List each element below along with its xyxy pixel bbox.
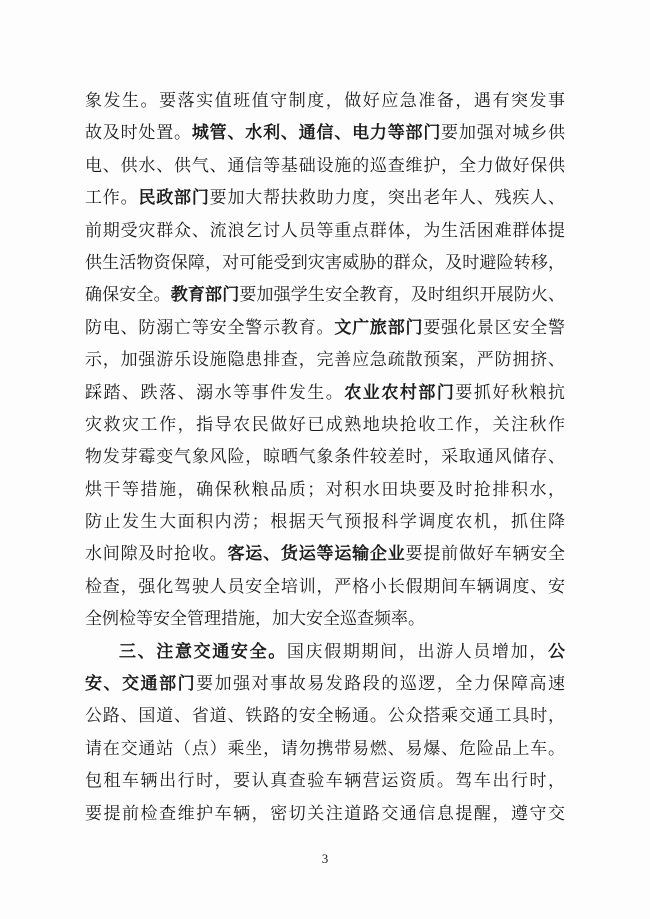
text-line [85,312,565,344]
bold-text-segment: 城管、水利、通信、电力等部门 [191,123,442,143]
text-segment: 要提前做好车辆安全 [405,544,565,564]
text-line [85,798,565,830]
text-segment: 要加强对事故易发路段的巡逻，全力保障高速 [196,674,565,694]
text-line [85,700,565,732]
text-segment: 要强化景区安全警 [423,317,565,337]
text-line [85,441,565,473]
text-segment: 要加强对城乡供 [441,123,565,143]
text-segment: 工作。 [85,188,139,208]
text-line [85,150,565,182]
text-segment: 故及时处置。 [85,123,192,143]
text-segment: 防电、防溺亡等安全警示教育。 [85,317,335,337]
text-line [85,474,565,506]
text-segment: 防止发生大面积内涝；根据天气预报科学调度农机，抓住降 [85,512,565,532]
text-line [85,377,565,409]
text-line [85,538,565,570]
bold-text-segment: 安、交通部门 [85,674,197,694]
document-body [85,85,565,830]
text-segment: 要加大帮扶救助力度，突出老年人、残疾人、 [209,188,565,208]
text-segment: 公路、国道、省道、铁路的安全畅通。公众搭乘交通工具时， [85,706,565,726]
page-number: 3 [321,851,329,866]
text-line [85,85,565,117]
text-line [85,409,565,441]
text-segment: 要加强学生安全教育，及时组织开展防火、 [239,285,565,305]
text-line [85,117,565,149]
text-line [85,247,565,279]
text-line [85,182,565,214]
text-segment: 供生活物资保障，对可能受到灾害威胁的群众，及时避险转移， [85,252,565,272]
text-segment: 请在交通站（点）乘坐，请勿携带易燃、易爆、危险品上车。 [85,738,565,758]
text-line [85,279,565,311]
text-segment: 国庆假期期间，出游人员增加， [286,641,549,661]
text-segment: 烘干等措施，确保秋粮品质；对积水田块要及时抢排积水， [85,479,565,499]
text-segment: 要提前检查维护车辆，密切关注道路交通信息提醒，遵守交 [85,803,565,823]
text-segment: 灾救灾工作，指导农民做好已成熟地块抢收工作，关注秋作 [85,414,565,434]
text-segment: 检查，强化驾驶人员安全培训，严格小长假期间车辆调度、安 [85,576,565,596]
text-segment: 全例检等安全管理措施，加大安全巡查频率。 [85,609,425,629]
text-line [85,215,565,247]
text-segment: 水间隙及时抢收。 [85,544,228,564]
text-line [85,733,565,765]
bold-text-segment: 文广旅部门 [334,317,424,337]
text-segment: 前期受灾群众、流浪乞讨人员等重点群体，为生活困难群体提 [85,220,565,240]
text-segment: 踩踏、跌落、溺水等事件发生。 [85,382,345,402]
text-segment: 物发芽霉变气象风险，晾晒气象条件较差时，采取通风储存、 [85,447,565,467]
bold-text-segment: 三、注意交通安全。 [119,641,287,661]
text-segment: 示，加强游乐设施隐患排查，完善应急疏散预案，严防拥挤、 [85,350,565,370]
bold-text-segment: 教育部门 [170,285,240,305]
text-segment: 包租车辆出行时，要认真查验车辆营运资质。驾车出行时， [85,771,565,791]
text-segment: 要抓好秋粮抗 [455,382,565,402]
text-line [85,636,565,668]
bold-text-segment: 农业农村部门 [344,382,456,402]
text-segment: 确保安全。 [85,285,171,305]
bold-text-segment: 民政部门 [138,188,210,208]
text-line [85,571,565,603]
text-line [85,668,565,700]
bold-text-segment: 客运、货运等运输企业 [227,544,406,564]
text-line [85,344,565,376]
text-line [85,506,565,538]
text-line [85,765,565,797]
text-line [85,603,565,635]
bold-text-segment: 公 [548,641,565,661]
text-segment: 电、供水、供气、通信等基础设施的巡查维护，全力做好保供 [85,155,565,175]
text-segment: 象发生。要落实值班值守制度，做好应急准备，遇有突发事 [85,91,565,110]
